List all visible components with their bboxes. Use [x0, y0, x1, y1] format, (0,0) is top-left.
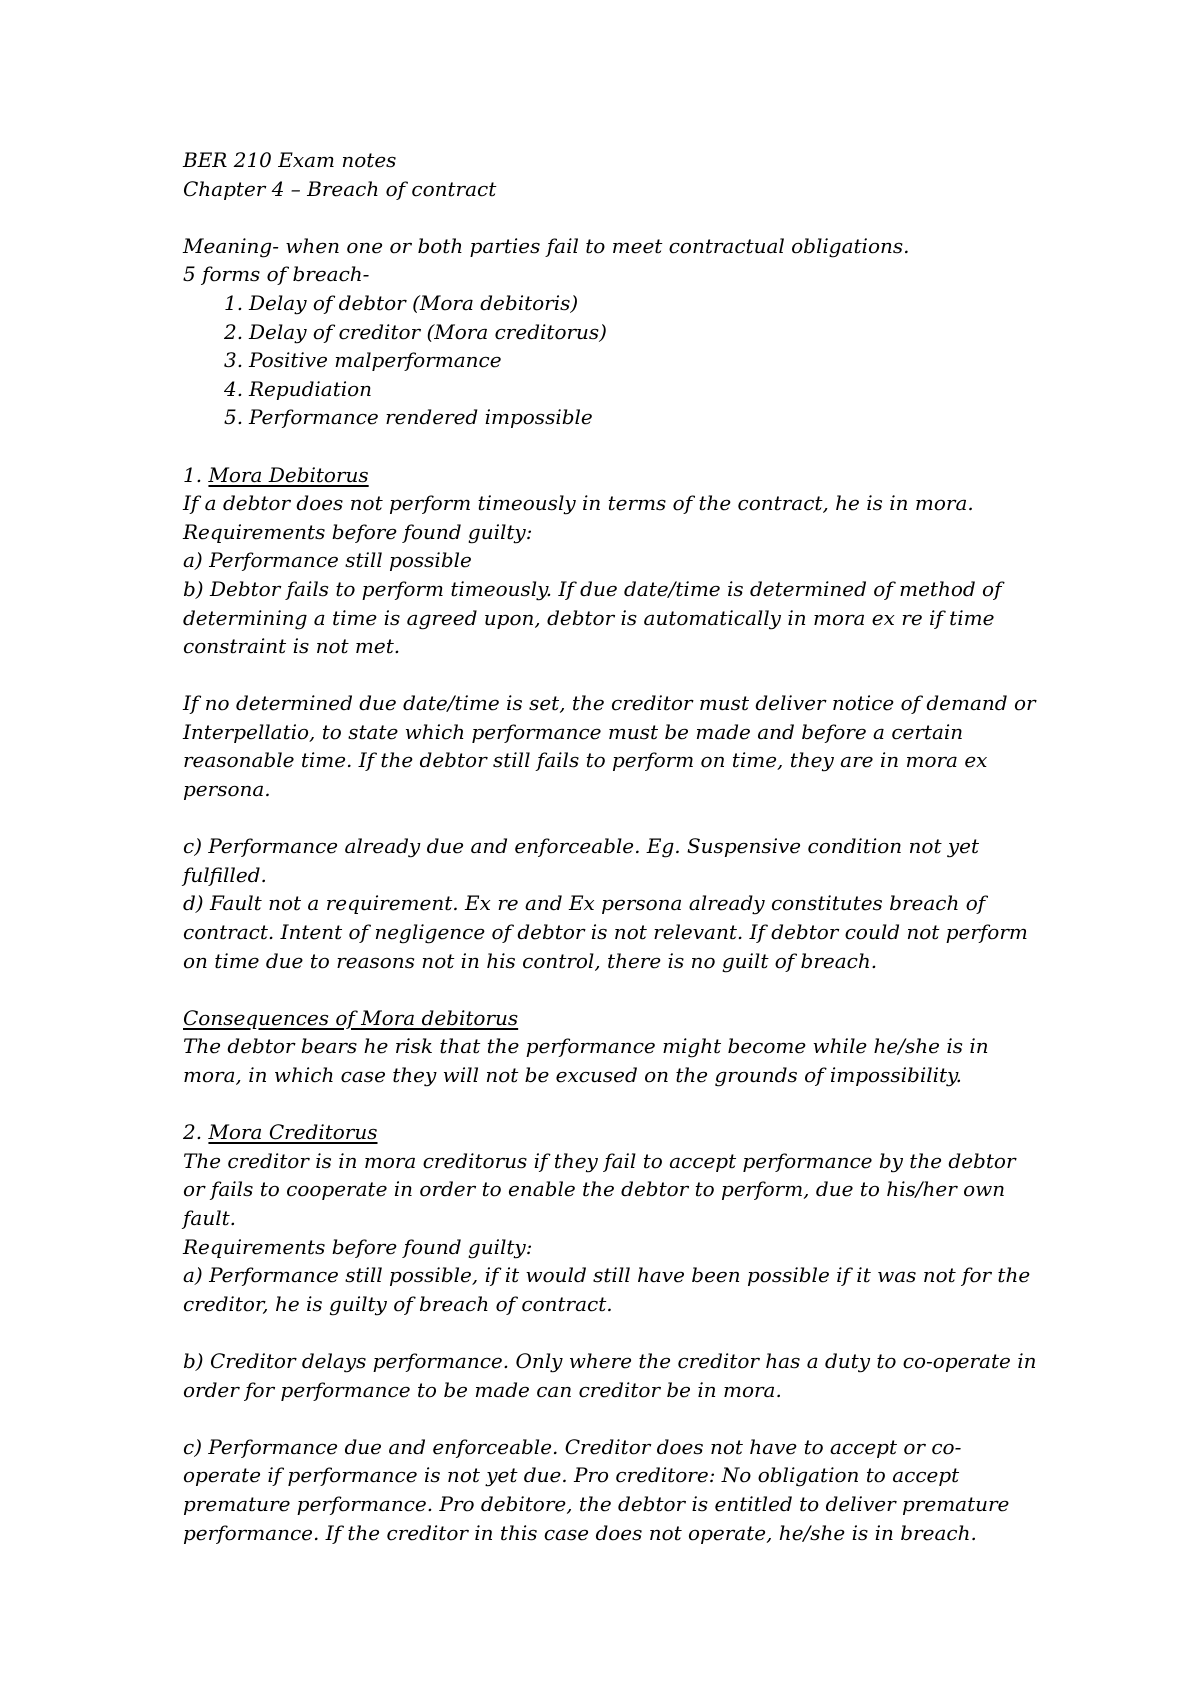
- list-text: Delay of debtor (Mora debitoris): [249, 290, 579, 315]
- list-item: [183, 375, 1043, 404]
- list-text: Positive malperformance: [249, 348, 502, 373]
- spacer: [183, 203, 1043, 232]
- paragraph-line: Requirements before found guilty:: [183, 1234, 533, 1259]
- section-title: Mora Debitorus: [208, 462, 369, 487]
- paragraph-line: performance. If the creditor in this case does not operate, he/she is in breach.: [183, 1520, 977, 1545]
- paragraph-line: or fails to cooperate in order to enable the debtor to perform, due to his/her own: [183, 1177, 1006, 1202]
- spacer: [183, 975, 1043, 1004]
- list-text: Delay of creditor (Mora creditorus): [249, 319, 607, 344]
- list-text: Repudiation: [249, 376, 373, 401]
- paragraph-line: mora, in which case they will not be excused on the grounds of impossibility.: [183, 1063, 963, 1087]
- paragraph-line: fault.: [183, 1205, 236, 1230]
- paragraph-line: persona.: [183, 777, 271, 802]
- consequences-heading: [183, 1004, 1043, 1033]
- paragraph-line: premature performance. Pro debitore, the debtor is entitled to deliver premature: [183, 1491, 1010, 1516]
- list-item: [183, 289, 1043, 318]
- list-item: [183, 318, 1043, 347]
- paragraph-line: b) Debtor fails to perform timeously. If due date/time is determined of method of: [183, 576, 1002, 601]
- section-title: Mora Creditorus: [208, 1120, 378, 1145]
- paragraph-line: fulfilled.: [183, 862, 267, 887]
- paragraph-line: d) Fault not a requirement. Ex re and Ex persona already constitutes breach of: [183, 891, 986, 916]
- paragraph-line: a) Performance still possible: [183, 548, 472, 573]
- paragraph-line: Requirements before found guilty:: [183, 519, 533, 544]
- document-page: [183, 146, 1043, 1547]
- paragraph-line: operate if performance is not yet due. Pro creditore: No obligation to accept: [183, 1463, 960, 1488]
- list-number: 2.: [224, 319, 244, 344]
- list-number: 1.: [224, 290, 244, 315]
- list-number: 5.: [224, 405, 244, 430]
- section-1-heading: [183, 461, 1043, 490]
- spacer: [183, 804, 1043, 833]
- section-number: 2.: [183, 1120, 209, 1145]
- paragraph-line: b) Creditor delays performance. Only where the creditor has a duty to co-operate in: [183, 1348, 1037, 1373]
- paragraph-line: a) Performance still possible, if it would still have been possible if it was not for the: [183, 1263, 1031, 1288]
- forms-heading: 5 forms of breach-: [183, 262, 370, 287]
- list-item: [183, 346, 1043, 375]
- meaning-text: Meaning- when one or both parties fail to meet contractual obligations.: [183, 233, 910, 258]
- spacer: [183, 1318, 1043, 1347]
- spacer: [183, 1090, 1043, 1119]
- list-number: 4.: [224, 376, 244, 401]
- paragraph-line: Interpellatio, to state which performance must be made and before a certain: [183, 719, 964, 744]
- spacer: [183, 661, 1043, 690]
- paragraph-line: reasonable time. If the debtor still fails to perform on time, they are in mora ex: [183, 748, 988, 773]
- paragraph-line: The creditor is in mora creditorus if they fail to accept performance by the debtor: [183, 1148, 1016, 1173]
- paragraph-line: order for performance to be made can creditor be in mora.: [183, 1377, 782, 1402]
- paragraph-line: c) Performance already due and enforceable. Eg. Suspensive condition not yet: [183, 834, 980, 859]
- paragraph-line: on time due to reasons not in his control, there is no guilt of breach.: [183, 948, 878, 973]
- chapter-title: Chapter 4 – Breach of contract: [183, 176, 497, 201]
- paragraph-line: c) Performance due and enforceable. Creditor does not have to accept or co-: [183, 1434, 962, 1459]
- spacer: [183, 432, 1043, 461]
- paragraph-line: If a debtor does not perform timeously in terms of the contract, he is in mora.: [183, 491, 974, 516]
- forms-list: [183, 289, 1043, 432]
- spacer: [183, 1404, 1043, 1433]
- subheading: Consequences of Mora debitorus: [183, 1005, 519, 1030]
- section-number: 1.: [183, 462, 209, 487]
- paragraph-line: contract. Intent of negligence of debtor is not relevant. If debtor could not perform: [183, 920, 1028, 945]
- section-2-heading: [183, 1118, 1043, 1147]
- paragraph-line: determining a time is agreed upon, debtor is automatically in mora ex re if time: [183, 605, 995, 630]
- list-number: 3.: [224, 348, 244, 373]
- paragraph-line: If no determined due date/time is set, the creditor must deliver notice of demand or: [183, 691, 1036, 716]
- paragraph-line: creditor, he is guilty of breach of contract.: [183, 1291, 613, 1316]
- list-text: Performance rendered impossible: [249, 405, 593, 430]
- list-item: [183, 403, 1043, 432]
- paragraph-line: The debtor bears he risk that the performance might become while he/she is in: [183, 1034, 989, 1059]
- document-title: BER 210 Exam notes: [183, 148, 397, 172]
- paragraph-line: constraint is not met.: [183, 634, 401, 659]
